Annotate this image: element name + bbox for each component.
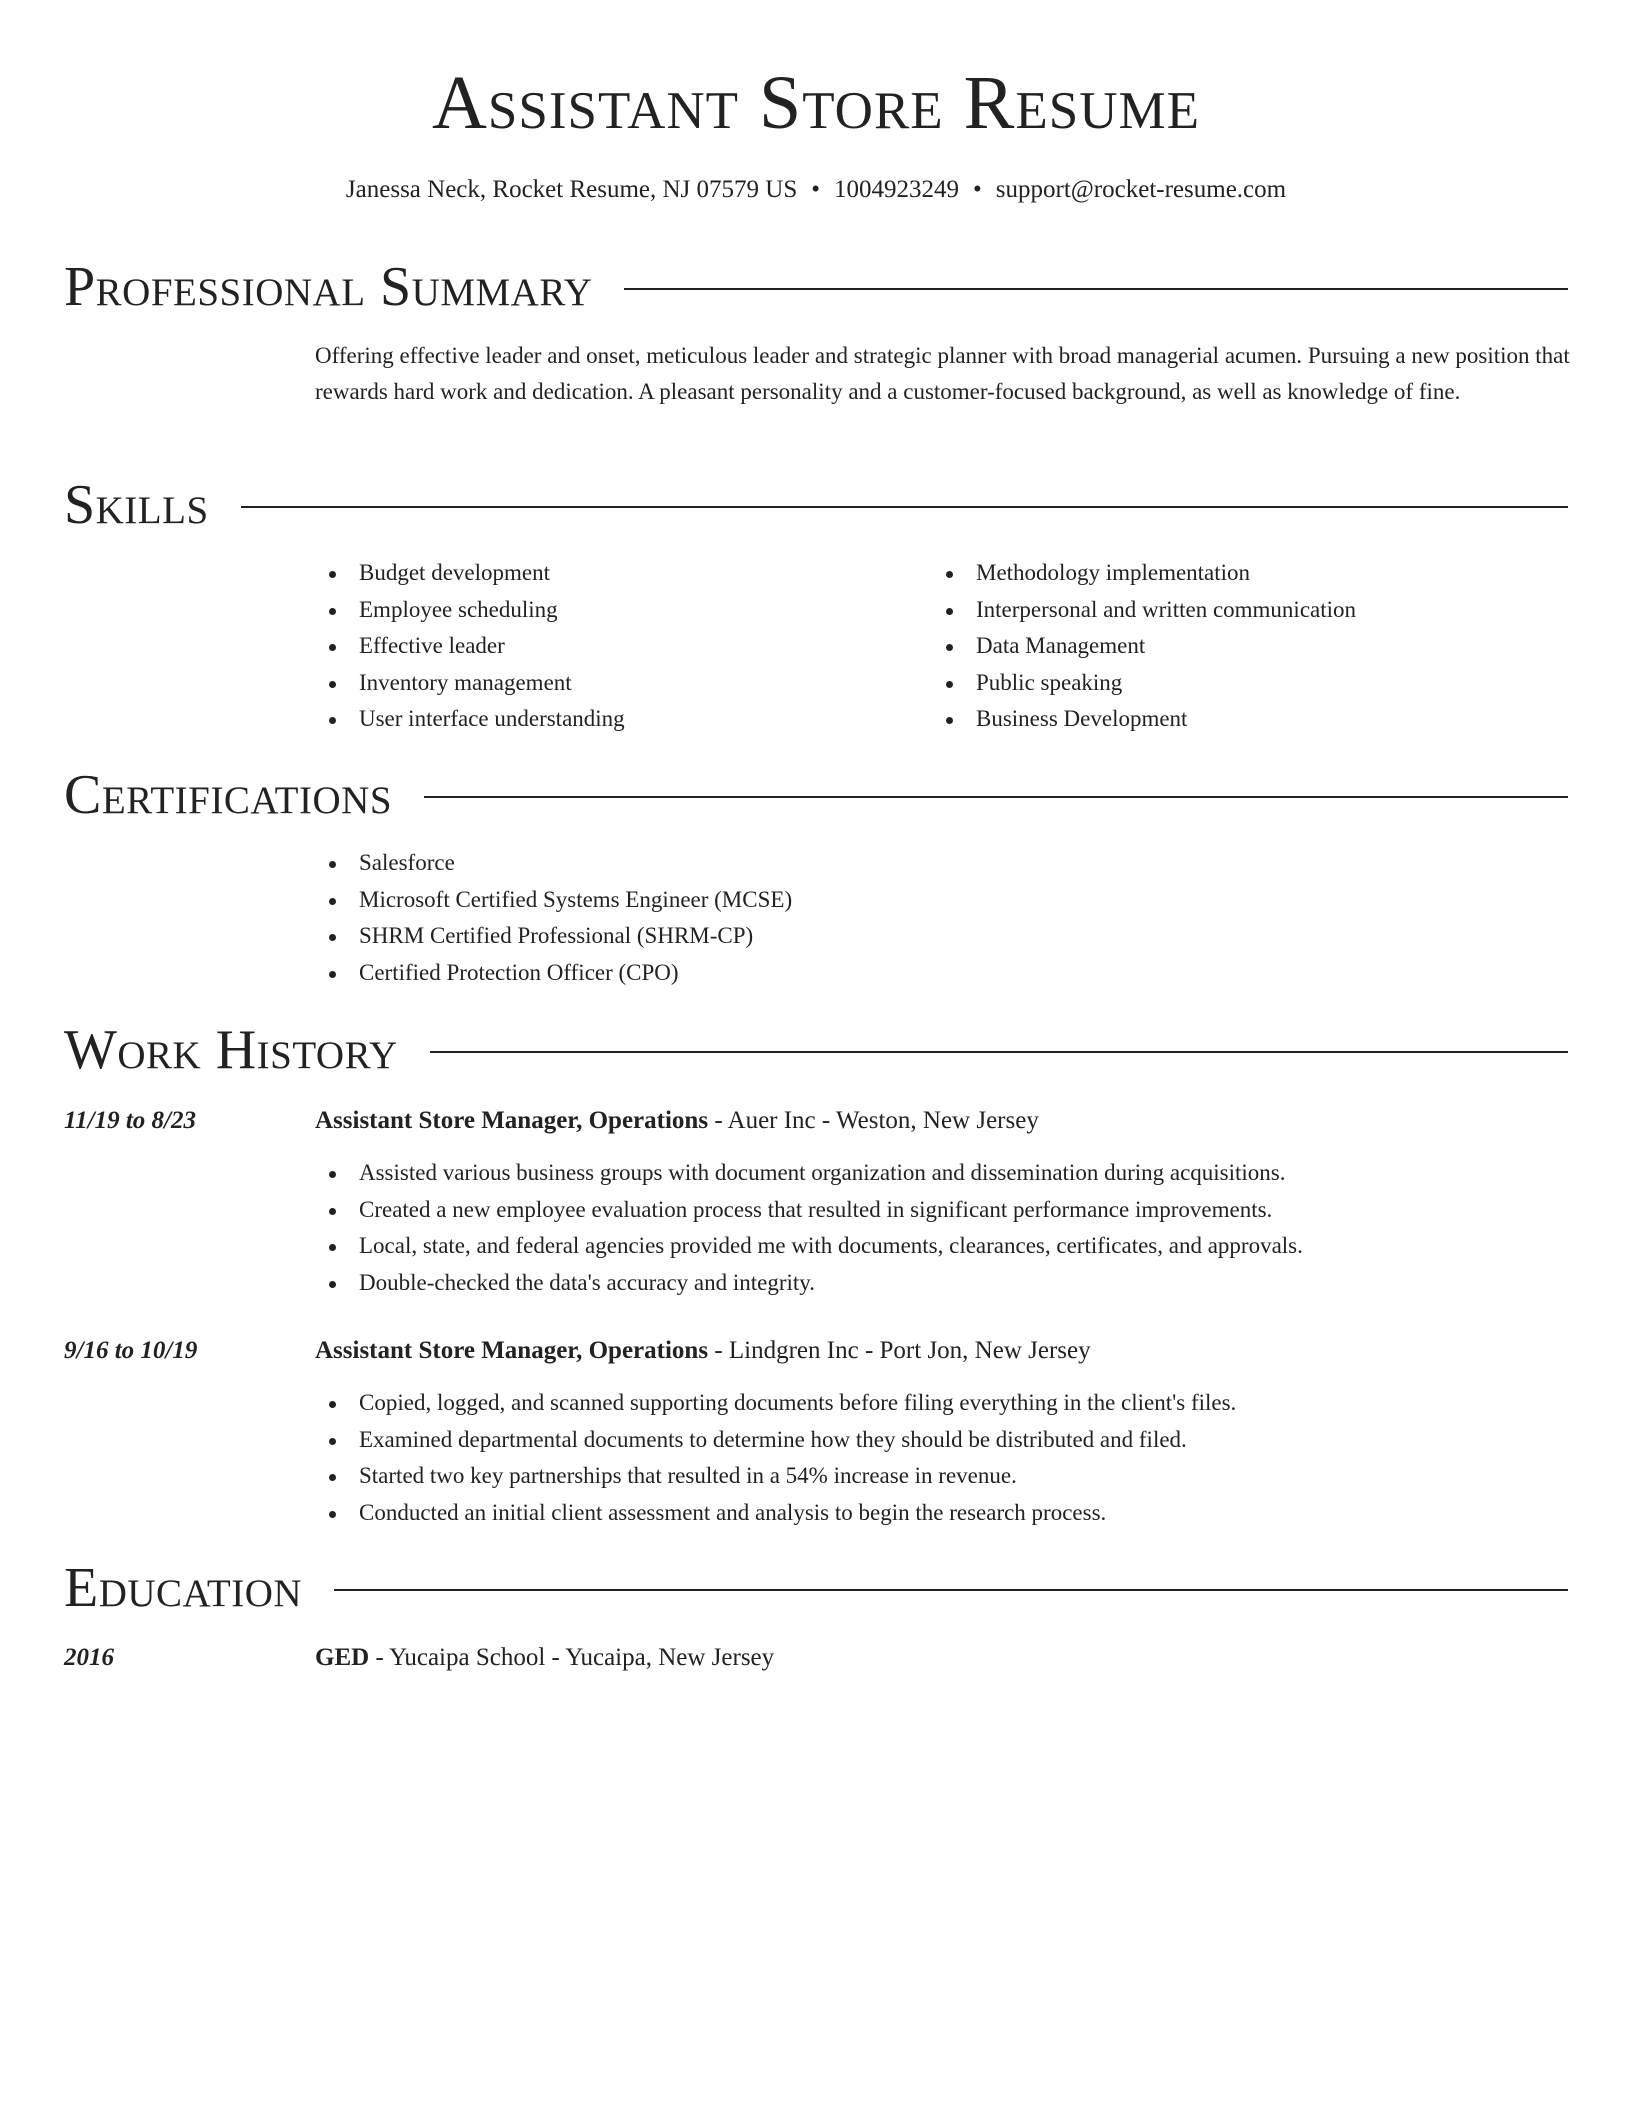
- job-bullets: [315, 1155, 1570, 1301]
- job-bullet: Local, state, and federal agencies provided me with documents, clearances, certificates, and approvals.: [315, 1228, 1570, 1265]
- skills-list-left: [315, 555, 915, 738]
- skill-item: Methodology implementation: [932, 555, 1572, 592]
- contact-phone: 1004923249: [834, 176, 960, 203]
- job-bullets: [315, 1385, 1570, 1531]
- certification-item: SHRM Certified Professional (SHRM-CP): [315, 918, 1570, 955]
- section-divider: [430, 1051, 1568, 1053]
- skill-item: User interface understanding: [315, 701, 915, 738]
- job-heading: [315, 1103, 1039, 1139]
- section-header-certifications: [64, 760, 1568, 830]
- education-details: - Yucaipa School - Yucaipa, New Jersey: [369, 1644, 775, 1671]
- job-bullet: Created a new employee evaluation process that resulted in significant performance improvements.: [315, 1192, 1570, 1229]
- page-title: Assistant Store Resume: [431, 61, 1201, 145]
- certification-item: Microsoft Certified Systems Engineer (MCSE): [315, 882, 1570, 919]
- section-header-skills: [64, 470, 1568, 540]
- section-divider: [424, 796, 1568, 798]
- skills-list-right: [932, 555, 1572, 738]
- contact-separator: •: [811, 176, 821, 203]
- job-bullet: Examined departmental documents to determine how they should be distributed and filed.: [315, 1422, 1570, 1459]
- job-heading: [315, 1333, 1091, 1369]
- certification-item: Salesforce: [315, 845, 1570, 882]
- skill-item: Interpersonal and written communication: [932, 592, 1572, 629]
- education-degree: GED: [315, 1644, 370, 1671]
- job-bullet: Copied, logged, and scanned supporting documents before filing everything in the client's files.: [315, 1385, 1570, 1422]
- education-heading: [315, 1640, 774, 1676]
- contact-email: support@rocket-resume.com: [995, 176, 1287, 203]
- job-details: - Auer Inc - Weston, New Jersey: [708, 1107, 1039, 1134]
- section-title-work-history: Work History: [64, 1019, 398, 1081]
- section-title-summary: Professional Summary: [64, 256, 593, 318]
- skill-item: Data Management: [932, 628, 1572, 665]
- contact-separator: •: [973, 176, 982, 203]
- skill-item: Budget development: [315, 555, 915, 592]
- section-divider: [624, 288, 1568, 290]
- skill-item: Public speaking: [932, 665, 1572, 702]
- section-header-education: [64, 1553, 1568, 1623]
- contact-address: Janessa Neck, Rocket Resume, NJ 07579 US: [345, 176, 798, 203]
- section-title-certifications: Certifications: [64, 764, 393, 826]
- education-year: 2016: [64, 1644, 114, 1671]
- contact-line: [0, 172, 1632, 208]
- job-dates: 9/16 to 10/19: [64, 1337, 198, 1364]
- section-title-education: Education: [64, 1557, 303, 1619]
- skill-item: Business Development: [932, 701, 1572, 738]
- job-details: - Lindgren Inc - Port Jon, New Jersey: [708, 1337, 1091, 1364]
- section-divider: [334, 1589, 1568, 1591]
- job-title: Assistant Store Manager, Operations: [315, 1107, 709, 1134]
- certifications-list: [315, 845, 1570, 991]
- section-header-work-history: [64, 1015, 1568, 1085]
- job-title: Assistant Store Manager, Operations: [315, 1337, 709, 1364]
- section-title-skills: Skills: [64, 474, 209, 536]
- job-dates: 11/19 to 8/23: [64, 1107, 196, 1134]
- job-bullet: Conducted an initial client assessment and analysis to begin the research process.: [315, 1495, 1570, 1532]
- certification-item: Certified Protection Officer (CPO): [315, 955, 1570, 992]
- job-bullet: Assisted various business groups with document organization and dissemination during acquisitions.: [315, 1155, 1570, 1192]
- skill-item: Effective leader: [315, 628, 915, 665]
- job-bullet: Double-checked the data's accuracy and integrity.: [315, 1265, 1570, 1302]
- skill-item: Employee scheduling: [315, 592, 915, 629]
- job-bullet: Started two key partnerships that resulted in a 54% increase in revenue.: [315, 1458, 1570, 1495]
- skill-item: Inventory management: [315, 665, 915, 702]
- summary-text: Offering effective leader and onset, meticulous leader and strategic planner with broad managerial acumen. Pursuing a new position that rewards hard work and dedication. A pleasant personality and a customer-focused background, as well as knowledge of fine.: [315, 343, 1570, 404]
- section-header-summary: [64, 252, 1568, 322]
- section-divider: [241, 506, 1568, 508]
